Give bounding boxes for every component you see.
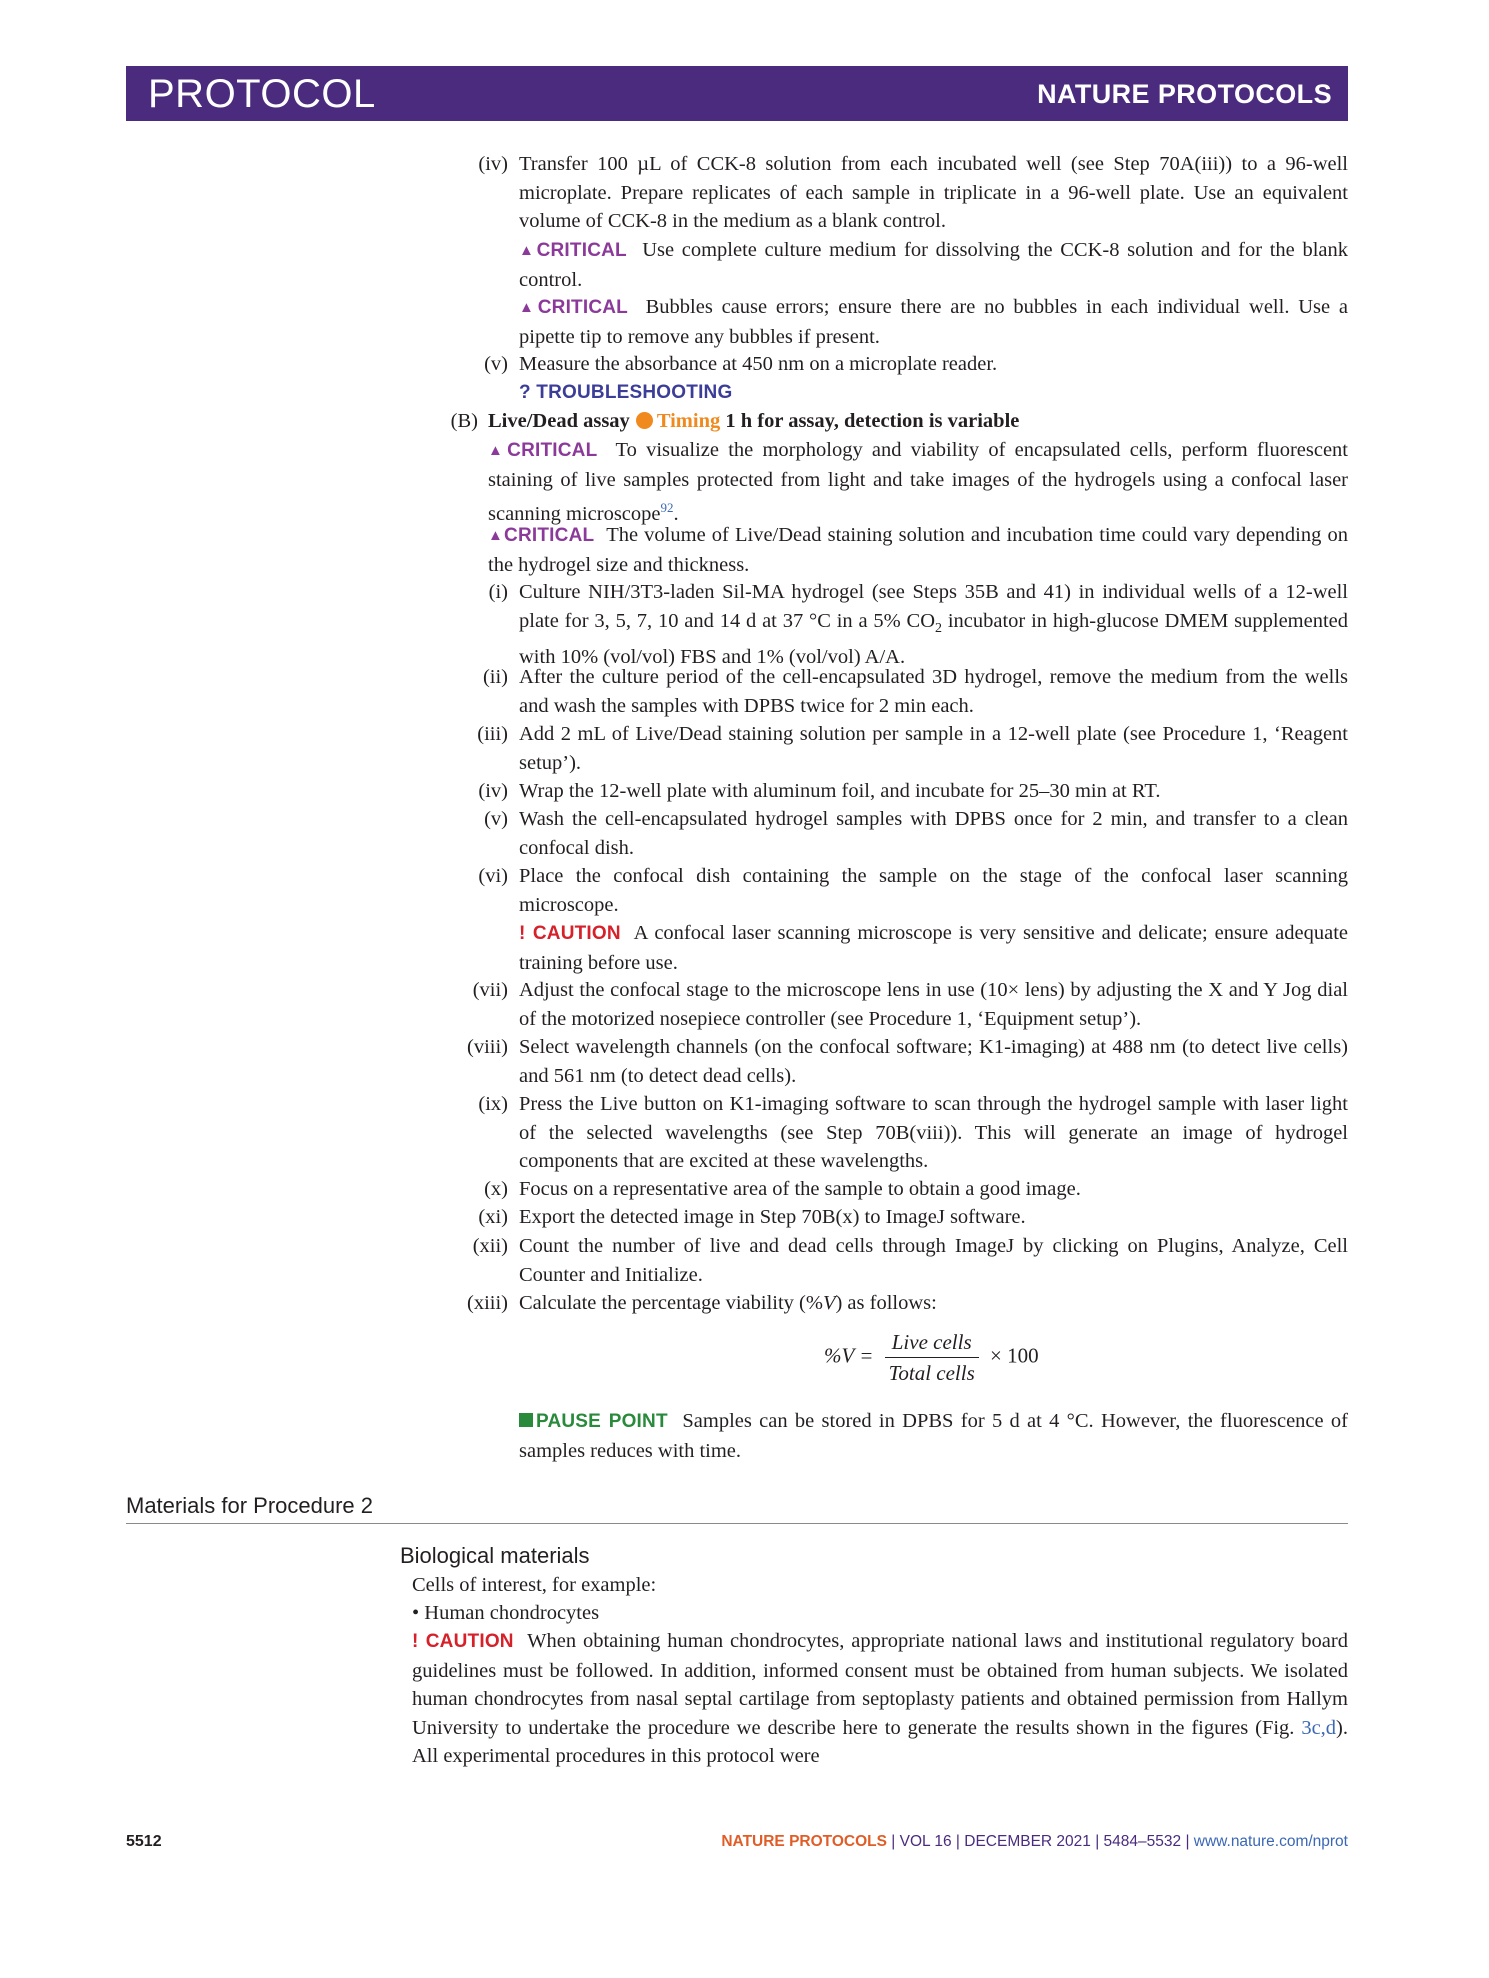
- pause-square-icon: [519, 1413, 533, 1427]
- footer-date: DECEMBER 2021: [964, 1833, 1091, 1850]
- step-number: (vi): [478, 865, 508, 887]
- critical-label: ▲CRITICAL: [488, 440, 598, 461]
- page-header-bar: [126, 66, 1348, 121]
- step-number: (ii): [482, 666, 508, 688]
- step-text: Calculate the percentage viability (%V) as follows:: [519, 1292, 937, 1314]
- pause-point-label: PAUSE POINT: [519, 1411, 668, 1432]
- page-number: 5512: [126, 1833, 162, 1850]
- step-b-number: (B): [450, 410, 478, 432]
- step-number: (v): [484, 353, 508, 375]
- step-number: (x): [484, 1178, 508, 1200]
- figure-link[interactable]: 3c,d: [1301, 1716, 1337, 1739]
- step-text: Measure the absorbance at 450 nm on a microplate reader.: [519, 353, 998, 375]
- step-number: (i): [488, 581, 508, 603]
- footer-volume: VOL 16: [899, 1833, 952, 1850]
- step-text: Adjust the confocal stage to the microscope lens in use (10× lens) by adjusting the X and Y Jog dial of the motorized nosepiece controller (see Procedure 1, ‘Equipment setup’).: [519, 979, 1348, 1030]
- formula-rhs: × 100: [990, 1343, 1039, 1368]
- step-number: (v): [484, 808, 508, 830]
- step-text: After the culture period of the cell-encapsulated 3D hydrogel, remove the medium from the wells and wash the samples with DPBS twice for 2 min each.: [519, 666, 1348, 717]
- step-b-title: Live/Dead assay: [488, 410, 630, 432]
- journal-citation: NATURE PROTOCOLS | VOL 16 | DECEMBER 2021 | 5484–5532 | www.nature.com/nprot: [721, 1833, 1348, 1850]
- critical-label: ▲CRITICAL: [488, 525, 595, 546]
- step-text: Select wavelength channels (on the confocal software; K1-imaging) at 488 nm (to detect live cells) and 561 nm (to detect dead cells).: [519, 1036, 1348, 1087]
- timing-dot-icon: [636, 412, 653, 429]
- formula-lhs: %V =: [824, 1343, 874, 1368]
- step-text: Place the confocal dish containing the sample on the stage of the confocal laser scanning microscope.: [519, 865, 1348, 916]
- step-text: Add 2 mL of Live/Dead staining solution per sample in a 12-well plate (see Procedure 1, ‘Reagent setup’).: [519, 723, 1348, 774]
- warning-triangle-icon: ▲: [488, 527, 505, 544]
- footer-journal: NATURE PROTOCOLS: [721, 1833, 887, 1850]
- materials-intro: Cells of interest, for example:: [412, 1574, 657, 1596]
- caution-note: ! CAUTION A confocal laser scanning microscope is very sensitive and delicate; ensure adequate training before use.: [519, 922, 1348, 974]
- footer-pages: 5484–5532: [1103, 1833, 1182, 1850]
- step-text: Wrap the 12-well plate with aluminum foil, and incubate for 25–30 min at RT.: [519, 780, 1161, 802]
- warning-triangle-icon: ▲: [519, 242, 537, 259]
- step-text: Count the number of live and dead cells through ImageJ by clicking on Plugins, Analyze, Cell Counter and Initialize.: [519, 1235, 1348, 1286]
- viability-formula: [824, 1328, 1039, 1387]
- critical-note: ▲CRITICAL The volume of Live/Dead staining solution and incubation time could vary depending on the hydrogel size and thickness.: [488, 524, 1348, 576]
- critical-note: ▲CRITICAL Use complete culture medium for dissolving the CCK-8 solution and for the blank control.: [519, 239, 1348, 291]
- formula-fraction: [885, 1328, 979, 1387]
- subsection-heading: Biological materials: [400, 1543, 590, 1568]
- formula-numerator: Live cells: [885, 1328, 979, 1358]
- step-text: Culture NIH/3T3-laden Sil-MA hydrogel (see Steps 35B and 41) in individual wells of a 12-well plate for 3, 5, 7, 10 and 14 d at 37 °C in a 5% $CO_2$ incubator in high-glucose DMEM supplemented with 10% (vol/vol) FBS and 1% (vol/vol) A/A.: [519, 581, 1349, 669]
- step-number: (ix): [478, 1093, 508, 1115]
- step-number: (vii): [472, 979, 508, 1001]
- caution-note: ! CAUTION When obtaining human chondrocytes, appropriate national laws and institutional regulatory board guidelines must be followed. In addition, informed consent must be obtained from human subjects. We isolated human chondrocytes from nasal septal cartilage from septoplasty patients and obtained permission from Hallym University to undertake the procedure we describe here to generate the results shown in the figures (Fig. 3c,d). All experimental procedures in this protocol were: [412, 1630, 1348, 1767]
- step-number: (viii): [467, 1036, 508, 1058]
- step-number: (xiii): [467, 1292, 508, 1314]
- journal-name: NATURE PROTOCOLS: [1037, 79, 1332, 109]
- timing-label: Timing: [656, 410, 721, 432]
- critical-label: ▲CRITICAL: [519, 297, 628, 318]
- caution-label: ! CAUTION: [519, 923, 621, 944]
- list-item: • Human chondrocytes: [412, 1602, 600, 1624]
- warning-triangle-icon: ▲: [488, 442, 508, 459]
- section-heading: Materials for Procedure 2: [126, 1492, 1348, 1524]
- warning-triangle-icon: ▲: [519, 299, 538, 316]
- critical-note: ▲CRITICAL Bubbles cause errors; ensure there are no bubbles in each individual well. Use a pipette tip to remove any bubbles if present.: [519, 296, 1349, 348]
- step-text: Export the detected image in Step 70B(x) to ImageJ software.: [519, 1206, 1026, 1228]
- formula-denominator: Total cells: [888, 1361, 975, 1385]
- step-number: (xii): [472, 1235, 508, 1257]
- step-text: Press the Live button on K1-imaging software to scan through the hydrogel sample with laser light of the selected wavelengths (see Step 70B(viii)). This will generate an image of hydrogel components that are excited at these wavelengths.: [519, 1093, 1348, 1172]
- step-number: (xi): [478, 1206, 508, 1228]
- step-number: (iv): [478, 153, 508, 175]
- step-number: (iv): [478, 780, 508, 802]
- troubleshooting-link[interactable]: ? TROUBLESHOOTING: [519, 382, 733, 403]
- caution-label: ! CAUTION: [412, 1631, 514, 1652]
- step-number: (iii): [477, 723, 508, 745]
- step-text: Transfer 100 µL of CCK-8 solution from each incubated well (see Step 70A(iii)) to a 96-well microplate. Prepare replicates of each sample in triplicate in a 96-well plate. Use an equivalent volume of CCK-8 in the medium as a blank control.: [519, 153, 1348, 232]
- timing-text: 1 h for assay, detection is variable: [725, 410, 1020, 432]
- pause-point-note: PAUSE POINT Samples can be stored in DPBS for 5 d at 4 °C. However, the fluorescence of samples reduces with time.: [519, 1410, 1349, 1462]
- critical-label: ▲CRITICAL: [519, 240, 627, 261]
- critical-note: ▲CRITICAL To visualize the morphology and viability of encapsulated cells, perform fluorescent staining of live samples protected from light and take images of the hydrogels using a confocal laser scanning microscope$^{92}$.: [488, 439, 1348, 525]
- step-text: Focus on a representative area of the sample to obtain a good image.: [519, 1178, 1081, 1200]
- step-b-title-line: [488, 407, 1348, 436]
- step-text: Wash the cell-encapsulated hydrogel samples with DPBS once for 2 min, and transfer to a clean confocal dish.: [519, 808, 1348, 859]
- section-label: PROTOCOL: [148, 72, 376, 116]
- footer-url-link[interactable]: www.nature.com/nprot: [1193, 1833, 1348, 1850]
- reference-link[interactable]: 92: [660, 500, 674, 515]
